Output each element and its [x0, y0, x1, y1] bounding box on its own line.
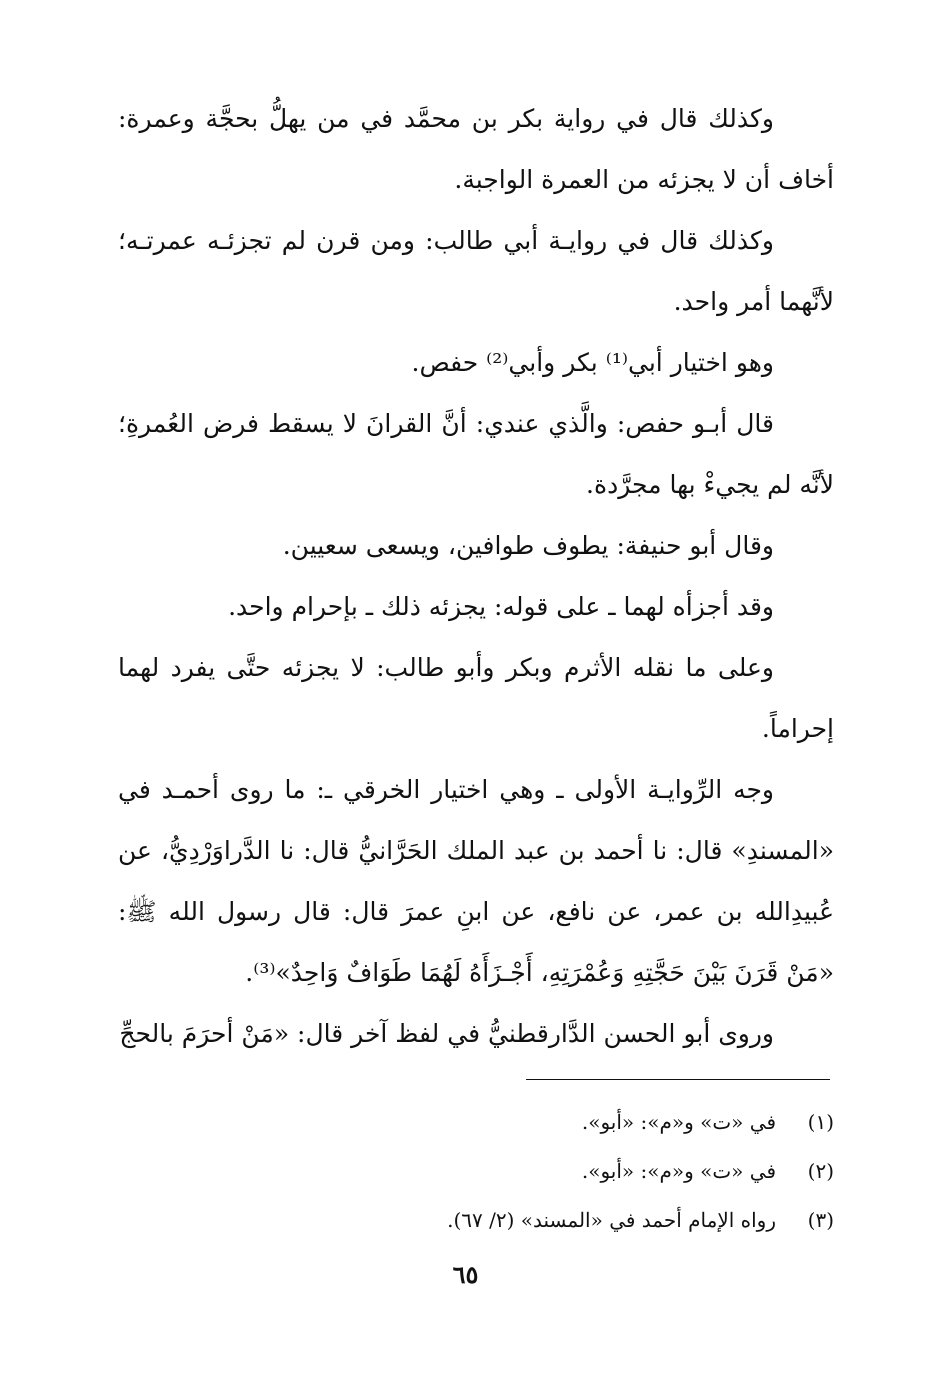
- footnote: [118, 1098, 834, 1147]
- paragraph: وكذلك قال في روايـة أبي طالب: ومن قرن لم تجزئـه عمرتـه؛ لأنَّهما أمر واحد.: [118, 226, 834, 316]
- page-number: ٦٥: [452, 1260, 479, 1289]
- footnote: [118, 1196, 834, 1245]
- footnote-text: رواه الإمام أحمد في «المسند» (٢/ ٦٧).: [447, 1208, 776, 1232]
- footnote-divider: [526, 1079, 830, 1080]
- paragraph: وعلى ما نقله الأثرم وبكر وأبو طالب: لا يجزئه حتَّى يفرد لهما إحراماً.: [118, 653, 834, 743]
- paragraph: وجه الرِّوايـة الأولى ـ وهي اختيار الخرقي ـ: ما روى أحمـد في «المسندِ» قال: نا أحمد بن عبد الملك الحَرَّانيُّ قال: نا الدَّراوَرْدِيُّ، عن عُبيدِالله بن عمر، عن نافع، عن ابنِ عمرَ قال: قال رسول الله ﷺ: «مَنْ قَرَنَ بَيْنَ حَجَّتِهِ وَعُمْرَتِهِ، أَجْـزَأَهُ لَهُمَا طَوَافٌ وَاحِدٌ»⁽³⁾.: [118, 775, 834, 987]
- footnote-text: في «ت» و«م»: «أبو».: [581, 1159, 776, 1183]
- paragraph: قال أبـو حفص: والَّذي عندي: أنَّ القرانَ لا يسقط فرض العُمرةِ؛ لأنَّه لم يجيءْ بها مجرَّدة.: [118, 409, 834, 499]
- footnote-text: في «ت» و«م»: «أبو».: [581, 1110, 776, 1134]
- footnotes: [118, 1098, 834, 1245]
- paragraph: وكذلك قال في رواية بكر بن محمَّد في من يهلُّ بحجَّة وعمرة: أخاف أن لا يجزئه من العمرة الواجبة.: [118, 104, 834, 194]
- paragraph: وروى أبو الحسن الدَّارقطنيُّ في لفظ آخر قال: «مَنْ أحرَمَ بالحجِّ: [119, 1019, 774, 1048]
- paragraph: وهو اختيار أبي⁽¹⁾ بكر وأبي⁽²⁾ حفص.: [411, 348, 774, 377]
- footnote-number: (٢): [807, 1159, 834, 1183]
- paragraph: وقد أجزأه لهما ـ على قوله: يجزئه ذلك ـ بإحرام واحد.: [228, 592, 774, 621]
- paragraph: وقال أبو حنيفة: يطوف طوافين، ويسعى سعيين.: [282, 531, 774, 560]
- footnote-number: (١): [807, 1110, 834, 1134]
- main-text: [118, 88, 834, 1064]
- footnote-number: (٣): [807, 1208, 834, 1232]
- footnote: [118, 1147, 834, 1196]
